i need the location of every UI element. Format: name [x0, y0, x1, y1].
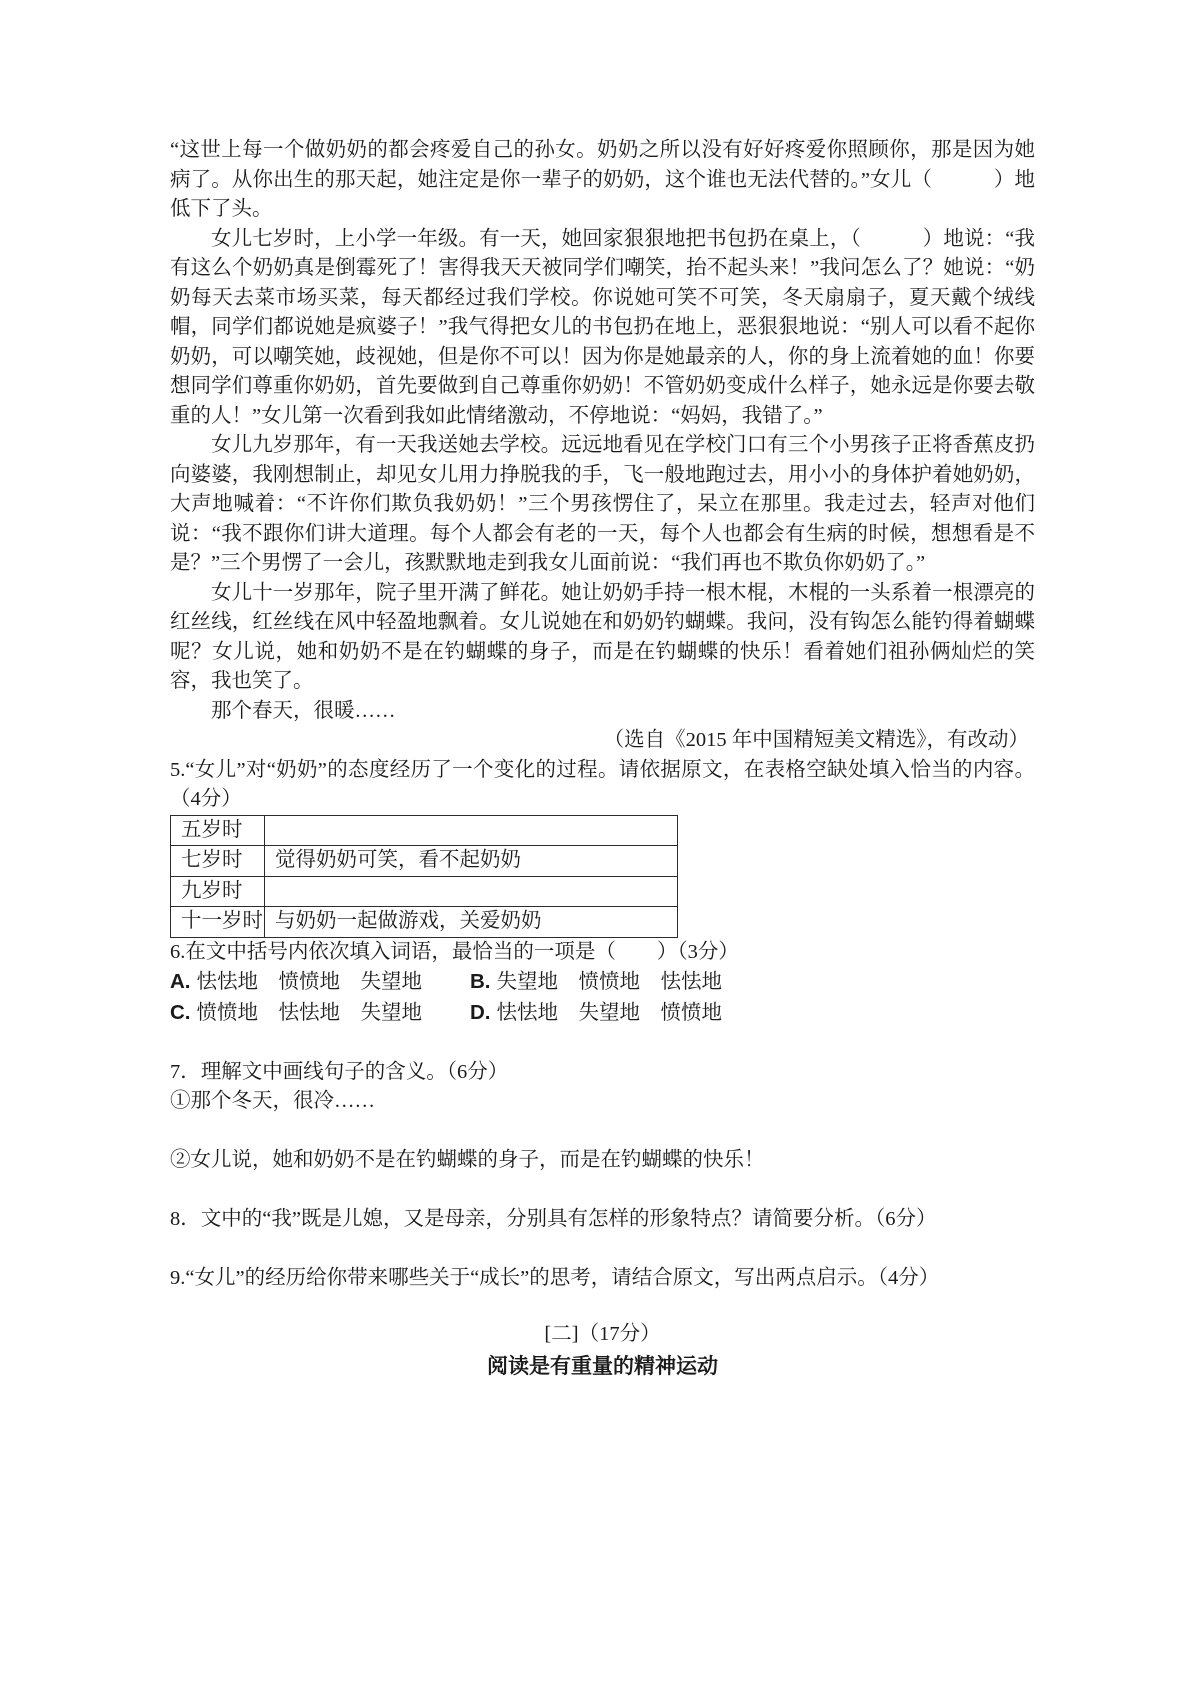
option-b-letter: B.	[470, 970, 491, 993]
table-cell-age: 九岁时	[171, 876, 265, 907]
section-2-header: [二]（17分）	[544, 1322, 661, 1345]
question-5: 5.“女儿”对“奶奶”的态度经历了一个变化的过程。请依据原文，在表格空缺处填入恰当的内容。（4分）	[170, 758, 1035, 810]
story-paragraph-grandma-speech: “这世上每一个做奶奶的都会疼爱自己的孙女。奶奶之所以没有好好疼爱你照顾你，那是因为她病了。从你出生的那天起，她注定是你一辈子的奶奶，这个谁也无法代替的。”女儿（ ）地低下了头。	[170, 139, 1035, 220]
table-cell-attitude: 与奶奶一起做游戏，关爱奶奶	[265, 907, 678, 938]
options-row-cd	[170, 998, 1035, 1029]
option-a-letter: A.	[170, 970, 191, 993]
option-d-letter: D.	[470, 1000, 491, 1024]
answer-space	[170, 1235, 1035, 1265]
option-a	[170, 967, 470, 998]
question-7: 7．理解文中画线句子的含义。（6分）	[170, 1060, 509, 1083]
option-c	[170, 998, 470, 1029]
exam-content	[170, 136, 1035, 1382]
table-row-age-eleven	[171, 907, 678, 938]
section-2-title: 阅读是有重量的精神运动	[487, 1355, 718, 1378]
table-row-age-seven	[171, 846, 678, 877]
option-c-letter: C.	[170, 1000, 191, 1024]
table-cell-age: 七岁时	[171, 846, 265, 877]
option-a-text: 怯怯地 愤愤地 失望地	[196, 971, 422, 993]
table-cell-age: 十一岁时	[171, 907, 265, 938]
table-cell-attitude: 觉得奶奶可笑，看不起奶奶	[265, 846, 678, 877]
attitude-table	[170, 815, 678, 938]
question-7-sub-2: ②女儿说，她和奶奶不是在钓蝴蝶的身子，而是在钓蝴蝶的快乐！	[170, 1149, 765, 1171]
option-c-text: 愤愤地 怯怯地 失望地	[196, 1001, 422, 1024]
table-row-age-five	[171, 815, 678, 846]
table-cell-attitude-blank	[265, 876, 678, 907]
table-row-age-nine	[171, 876, 678, 907]
blank-line	[170, 1028, 1035, 1058]
question-9: 9.“女儿”的经历给你带来哪些关于“成长”的思考，请结合原文，写出两点启示。（4分）	[170, 1267, 940, 1289]
option-b-text: 失望地 愤愤地 怯怯地	[496, 971, 722, 993]
option-b	[470, 967, 722, 998]
options-row-ab	[170, 967, 1035, 998]
story-paragraph-age-eleven: 女儿十一岁那年，院子里开满了鲜花。她让奶奶手持一根木棍，木棍的一头系着一根漂亮的红丝线，红丝线在风中轻盈地飘着。女儿说她在和奶奶钓蝴蝶。我问，没有钩怎么能钓得着蝴蝶呢？女儿说，她和奶奶不是在钓蝴蝶的身子，而是在钓蝴蝶的快乐！看着她们祖孙俩灿烂的笑容，我也笑了。	[170, 581, 1035, 692]
table-cell-attitude-blank	[265, 815, 678, 846]
answer-space	[170, 1176, 1035, 1206]
blank-line	[170, 1294, 1035, 1320]
option-d-text: 怯怯地 失望地 愤愤地	[496, 1001, 722, 1024]
question-6: 6.在文中括号内依次填入词语，最恰当的一项是（ ）（3分）	[170, 940, 739, 963]
option-d	[470, 998, 722, 1029]
story-paragraph-age-nine: 女儿九岁那年，有一天我送她去学校。远远地看见在学校门口有三个小男孩子正将香蕉皮扔向婆婆，我刚想制止，却见女儿用力挣脱我的手，飞一般地跑过去，用小小的身体护着她奶奶，大声地喊着：“不许你们欺负我奶奶！”三个男孩愣住了，呆立在那里。我走过去，轻声对他们说：“我不跟你们讲大道理。每个人都会有老的一天，每个人也都会有生病的时候，想想看是不是？”三个男愣了一会儿，孩默默地走到我女儿面前说：“我们再也不欺负你奶奶了。”	[170, 434, 1035, 574]
story-paragraph-ending: 那个春天，很暖……	[211, 699, 396, 722]
source-attribution: （选自《2015 年中国精短美文精选》，有改动）	[603, 729, 1029, 751]
story-paragraph-age-seven: 女儿七岁时，上小学一年级。有一天，她回家狠狠地把书包扔在桌上，（ ）地说：“我有这么个奶奶真是倒霉死了！害得我天天被同学们嘲笑，抬不起头来！”我问怎么了？她说：“奶奶每天去菜市场买菜，每天都经过我们学校。你说她可笑不可笑，冬天扇扇子，夏天戴个绒线帽，同学们都说她是疯婆子！”我气得把女儿的书包扔在地上，恶狠狠地说：“别人可以看不起你奶奶，可以嘲笑她，歧视她，但是你不可以！因为你是她最亲的人，你的身上流着她的血！你要想同学们尊重你奶奶，首先要做到自己尊重你奶奶！不管奶奶变成什么样子，她永远是你要去敬重的人！”女儿第一次看到我如此情绪激动，不停地说：“妈妈，我错了。”	[170, 227, 1035, 427]
question-7-sub-1: ①那个冬天，很冷……	[170, 1090, 375, 1112]
answer-space	[170, 1117, 1035, 1147]
question-8: 8．文中的“我”既是儿媳，又是母亲，分别具有怎样的形象特点？请简要分析。（6分）	[170, 1208, 937, 1230]
table-cell-age: 五岁时	[171, 815, 265, 846]
